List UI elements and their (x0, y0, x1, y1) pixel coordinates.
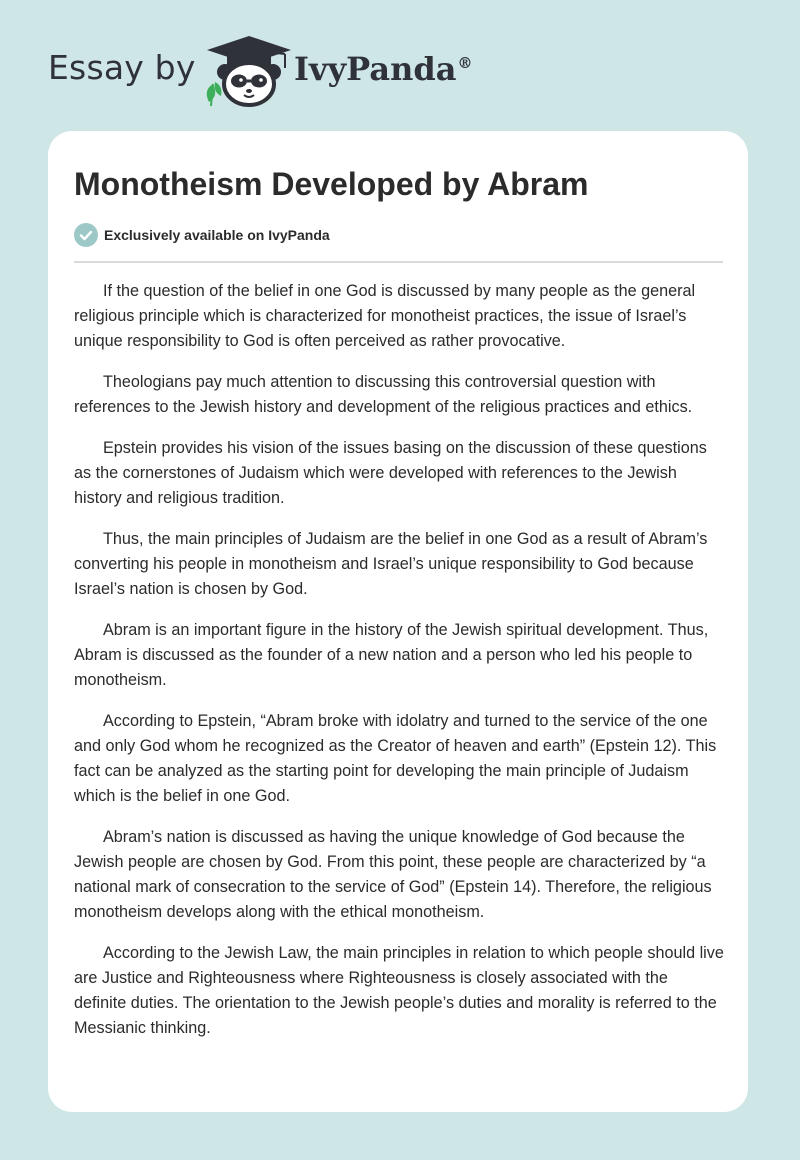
site-header (48, 30, 548, 110)
paragraph: Theologians pay much attention to discussing this controversial question with references to the Jewish history and development of the religious practices and ethics. (74, 373, 693, 416)
paragraph: According to Epstein, “Abram broke with idolatry and turned to the service of the one and only God whom he recognized as the Creator of heaven and earth” (Epstein 12). This fact can be analyzed as the starting point for developing the main principle of Judaism which is the belief in one God. (74, 712, 717, 805)
paragraph: If the question of the belief in one God is discussed by many people as the general religious principle which is characterized for monotheist practices, the issue of Israel’s unique responsibility to God is often perceived as rather provocative. (74, 282, 696, 350)
essay-card (48, 131, 748, 1112)
exclusive-badge (74, 222, 330, 248)
paragraph: According to the Jewish Law, the main principles in relation to which people should live are Justice and Righteousness where Righteousness is closely associated with the definite duties. The orientation to the Jewish people’s duties and morality is referred to the Messianic thinking. (74, 944, 724, 1037)
registered-mark: ® (457, 54, 473, 73)
brand-name[interactable]: IvyPanda® (294, 50, 473, 88)
check-circle-icon (74, 223, 98, 247)
paragraph: Epstein provides his vision of the issues basing on the discussion of these questions as the cornerstones of Judaism which were developed with references to the Jewish history and religious tradition. (74, 439, 707, 507)
divider (74, 261, 723, 263)
brand-prefix: Essay by (48, 48, 196, 87)
paragraph: Abram’s nation is discussed as having the unique knowledge of God because the Jewish people are chosen by God. From this point, these people are characterized by “a national mark of consecration to the service of God” (Epstein 14). Therefore, the religious monotheism develops along with the ethical monotheism. (74, 828, 712, 921)
panda-graduate-logo-icon[interactable] (201, 32, 297, 108)
paragraph: Abram is an important figure in the history of the Jewish spiritual development. Thus, Abram is discussed as the founder of a new nation and a person who led his people to monotheism. (74, 621, 709, 689)
essay-body (74, 279, 724, 1057)
paragraph: Thus, the main principles of Judaism are the belief in one God as a result of Abram’s converting his people in monotheism and Israel’s unique responsibility to God because Israel’s nation is chosen by God. (74, 530, 708, 598)
page-title: Monotheism Developed by Abram (74, 166, 589, 202)
exclusive-badge-label: Exclusively available on IvyPanda (104, 227, 330, 243)
